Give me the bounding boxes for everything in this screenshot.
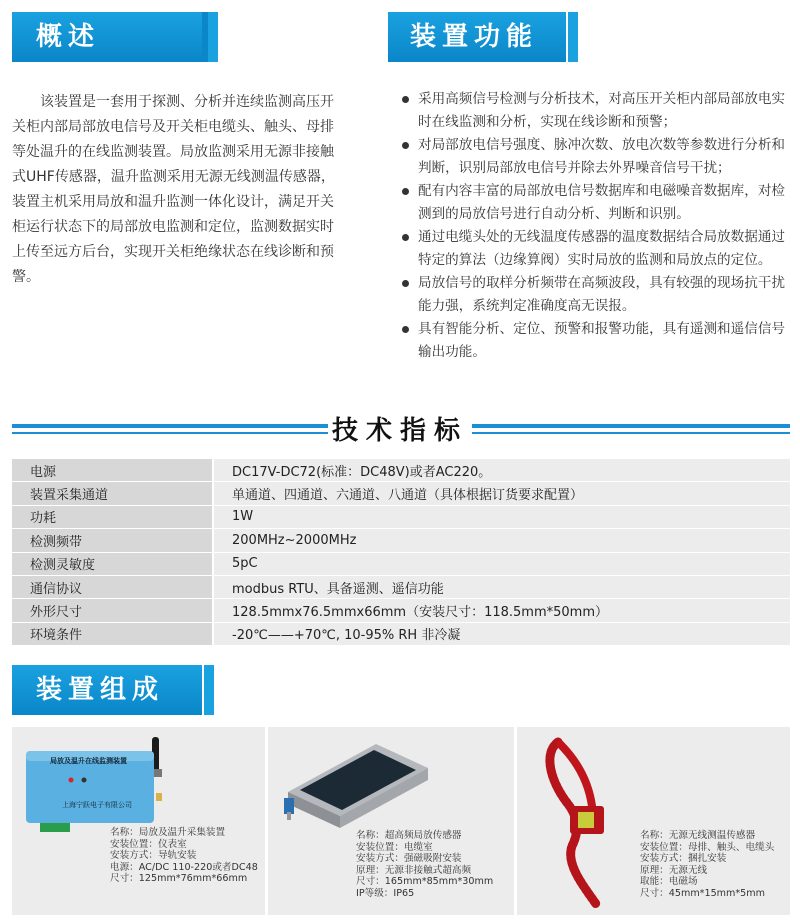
tech-spec-table bbox=[12, 459, 790, 646]
function-item: 通过电缆头处的无线温度传感器的温度数据结合局放数据通过特定的算法（边缘算阀）实时局放的监测和局放点的定位。 bbox=[398, 226, 792, 271]
tech-bar-right-thin bbox=[472, 432, 790, 434]
table-row bbox=[12, 482, 790, 505]
function-item: 采用高频信号检测与分析技术，对高压开关柜内部局部放电实时在线监测和分析，实现在线诊断和预警； bbox=[398, 88, 792, 133]
tech-bar-left-thin bbox=[12, 432, 328, 434]
overview-line: 柜运行状态下的局部放电监测和定位，监测数据实时 bbox=[12, 219, 334, 235]
device2-caption bbox=[356, 830, 493, 900]
spec-key: 检测频带 bbox=[12, 529, 213, 552]
spec-value: 200MHz~2000MHz bbox=[213, 529, 790, 552]
functions-title: 装置功能 bbox=[410, 22, 539, 52]
spec-value: 128.5mmx76.5mmx66mm（安装尺寸：118.5mm*50mm） bbox=[213, 599, 790, 622]
caption-line: 名称：无源无线测温传感器 bbox=[640, 830, 756, 841]
tech-title: 技术指标 bbox=[331, 416, 468, 446]
spec-value: -20℃——+70℃, 10-95% RH 非冷凝 bbox=[213, 622, 790, 645]
temp-sensor-image bbox=[530, 734, 630, 914]
functions-header bbox=[388, 12, 566, 62]
overview-header bbox=[12, 12, 202, 62]
spec-value: DC17V-DC72(标准：DC48V)或者AC220。 bbox=[213, 459, 790, 482]
function-item: 具有智能分析、定位、预警和报警功能，具有遥测和遥信信号输出功能。 bbox=[398, 318, 792, 363]
overview-header-stripe bbox=[208, 12, 218, 62]
functions-header-stripe bbox=[568, 12, 578, 62]
function-item: 局放信号的取样分析频带在高频波段，具有较强的现场抗干扰能力强，系统判定准确度高无误报。 bbox=[398, 272, 792, 317]
caption-line: 原理：无源非接触式超高频 bbox=[356, 864, 472, 876]
caption-line: 安装方式：强磁吸附安装 bbox=[356, 853, 462, 865]
table-row bbox=[12, 599, 790, 622]
composition-header bbox=[12, 665, 202, 715]
spec-key: 通信协议 bbox=[12, 575, 213, 598]
function-item: 对局部放电信号强度、脉冲次数、放电次数等参数进行分析和判断，识别局部放电信号并除去外界噪音信号干扰； bbox=[398, 134, 792, 179]
caption-line: 原理：无源无线 bbox=[640, 864, 708, 876]
spec-key: 电源 bbox=[12, 459, 213, 482]
caption-line: 尺寸：125mm*76mm*66mm bbox=[110, 873, 248, 885]
caption-line: 安装位置：电缆室 bbox=[356, 841, 433, 853]
composition-title: 装置组成 bbox=[36, 675, 165, 705]
overview-line: 上传至远方后台，实现开关柜绝缘状态在线诊断和预 bbox=[12, 244, 334, 260]
caption-line: 安装位置：仪表室 bbox=[110, 838, 187, 850]
caption-line: IP等级：IP65 bbox=[356, 887, 415, 899]
overview-line: 等处温升的在线监测装置。局放监测采用无源非接触 bbox=[12, 144, 334, 160]
collector-label-top: 局放及温升在线监测装置 bbox=[50, 757, 127, 765]
spec-value: 单通道、四通道、六通道、八通道（具体根据订货要求配置） bbox=[213, 482, 790, 505]
caption-line: 安装方式：导轨安装 bbox=[110, 850, 197, 862]
spec-key: 功耗 bbox=[12, 505, 213, 528]
composition-header-stripe bbox=[204, 665, 214, 715]
caption-line: 电源：AC/DC 110-220或者DC48 bbox=[110, 861, 258, 873]
caption-line: 取能：电磁场 bbox=[640, 876, 698, 888]
caption-line: 尺寸：45mm*15mm*5mm bbox=[640, 887, 765, 899]
overview-line: 该装置是一套用于探测、分析并连续监测高压开 bbox=[40, 94, 334, 110]
caption-line: 名称：超高频局放传感器 bbox=[356, 830, 462, 841]
overview-title: 概述 bbox=[36, 22, 101, 52]
collector-device-image bbox=[24, 733, 174, 833]
overview-line: 装置主机采用局放和温升监测一体化设计，满足开关 bbox=[12, 194, 334, 210]
spec-key: 装置采集通道 bbox=[12, 482, 213, 505]
table-row bbox=[12, 505, 790, 528]
spec-key: 检测灵敏度 bbox=[12, 552, 213, 575]
caption-line: 安装方式：捆扎安装 bbox=[640, 853, 727, 865]
spec-value: modbus RTU、具备遥测、遥信功能 bbox=[213, 575, 790, 598]
table-row bbox=[12, 459, 790, 482]
spec-value: 1W bbox=[213, 505, 790, 528]
function-item: 配有内容丰富的局部放电信号数据库和电磁噪音数据库，对检测到的局放信号进行自动分析、判断和识别。 bbox=[398, 180, 792, 225]
caption-line: 名称：局放及温升采集装置 bbox=[110, 827, 226, 838]
overview-line: 关柜内部局部放电信号及开关柜电缆头、触头、母排 bbox=[12, 119, 334, 135]
caption-line: 尺寸：165mm*85mm*30mm bbox=[356, 876, 494, 888]
tech-bar-right bbox=[472, 424, 790, 428]
table-row bbox=[12, 552, 790, 575]
table-row bbox=[12, 575, 790, 598]
device3-caption bbox=[640, 830, 774, 900]
caption-line: 安装位置：母排、触头、电缆头 bbox=[640, 841, 775, 853]
table-row bbox=[12, 622, 790, 645]
functions-list bbox=[398, 88, 792, 364]
overview-line: 警。 bbox=[12, 269, 40, 285]
uhf-sensor-image bbox=[278, 742, 438, 832]
collector-label-bottom: 上海宁跃电子有限公司 bbox=[62, 801, 132, 809]
tech-bar-left bbox=[12, 424, 328, 428]
spec-key: 外形尺寸 bbox=[12, 599, 213, 622]
table-row bbox=[12, 529, 790, 552]
device1-caption bbox=[110, 827, 258, 885]
spec-value: 5pC bbox=[213, 552, 790, 575]
overview-paragraph bbox=[12, 90, 357, 290]
spec-key: 环境条件 bbox=[12, 622, 213, 645]
overview-line: 式UHF传感器，温升监测采用无源无线测温传感器， bbox=[12, 169, 335, 185]
